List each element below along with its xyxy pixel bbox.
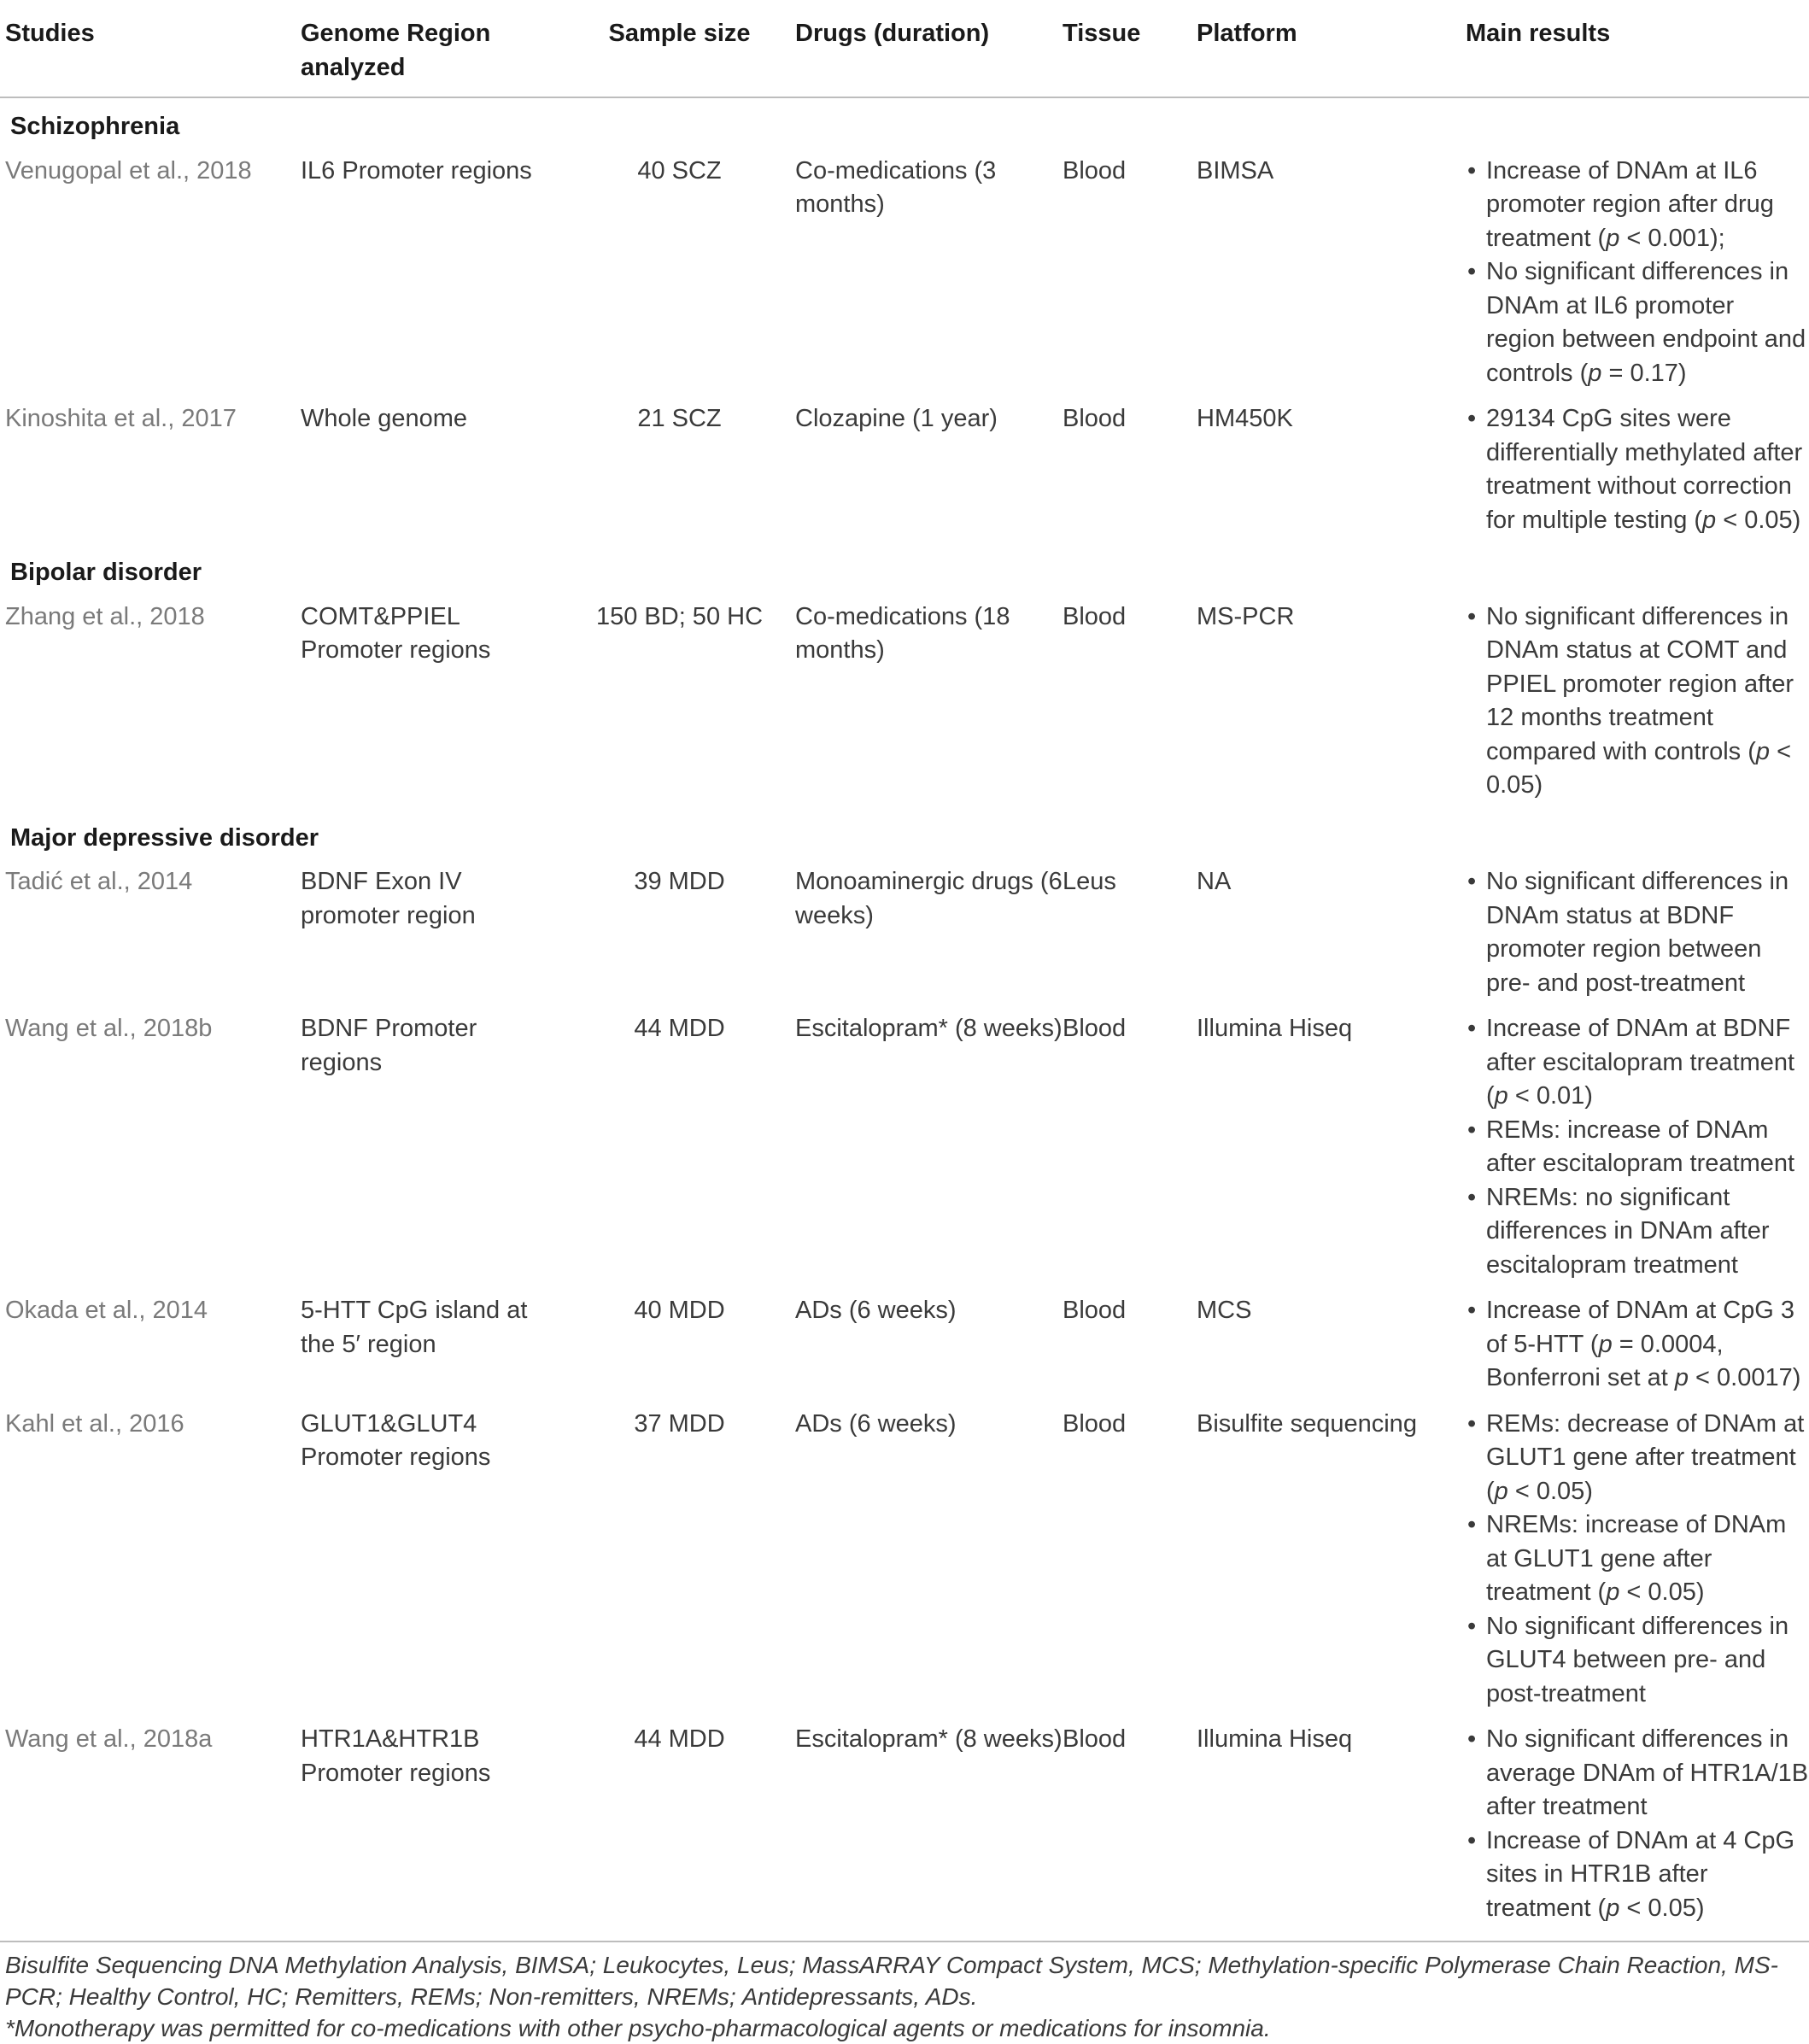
- header-results: Main results: [1466, 0, 1809, 97]
- table-body: [0, 97, 1809, 1932]
- results-list: [1466, 600, 1809, 803]
- cell-platform: Illumina Hiseq: [1197, 1725, 1353, 1753]
- table-row: [0, 1289, 1809, 1403]
- cell-study: Okada et al., 2014: [5, 1297, 208, 1324]
- cell-study: Kahl et al., 2016: [5, 1409, 184, 1438]
- cell-drugs: ADs (6 weeks): [795, 1297, 957, 1324]
- cell-results: [1466, 397, 1809, 544]
- result-item: • No significant differences in DNAm at IL6 promoter region between endpoint and controls (p = 0.17): [1486, 255, 1809, 390]
- cell-sample: 21 SCZ: [637, 405, 722, 432]
- cell-sample: 40 MDD: [634, 1297, 725, 1324]
- result-item: • Increase of DNAm at BDNF after escitalopram treatment (p < 0.01): [1486, 1012, 1809, 1114]
- cell-platform: BIMSA: [1197, 156, 1274, 184]
- cell-sample: 44 MDD: [634, 1015, 725, 1042]
- result-item: • 29134 CpG sites were differentially methylated after treatment without correction for multiple testing (p < 0.05): [1486, 402, 1809, 537]
- cell-results: [1466, 595, 1809, 810]
- cell-drugs: Clozapine (1 year): [795, 405, 998, 432]
- section-title: Schizophrenia: [10, 113, 180, 140]
- cell-results: [1466, 1403, 1809, 1719]
- cell-region: HTR1A&HTR1B Promoter regions: [301, 1725, 491, 1787]
- results-list: [1466, 1294, 1809, 1396]
- cell-tissue: Blood: [1063, 1015, 1127, 1042]
- results-list: [1466, 865, 1809, 1000]
- section-row: [0, 97, 1809, 149]
- result-item: • Increase of DNAm at CpG 3 of 5-HTT (p = 0.0004, Bonferroni set at p < 0.0017): [1486, 1294, 1809, 1396]
- cell-sample: 39 MDD: [634, 868, 725, 895]
- cell-study: Venugopal et al., 2018: [5, 156, 252, 184]
- section-title: Bipolar disorder: [10, 559, 202, 586]
- cell-sample: 40 SCZ: [637, 156, 722, 184]
- cell-drugs: Escitalopram* (8 weeks): [795, 1015, 1063, 1042]
- cell-tissue: Blood: [1063, 1297, 1127, 1324]
- table-row: [0, 149, 1809, 398]
- header-region: Genome Region analyzed: [301, 0, 564, 97]
- result-item: • Increase of DNAm at IL6 promoter region after drug treatment (p < 0.001);: [1486, 155, 1809, 256]
- cell-results: [1466, 860, 1809, 1007]
- cell-study: Zhang et al., 2018: [5, 602, 205, 630]
- cell-platform: NA: [1197, 868, 1232, 895]
- cell-results: [1466, 1289, 1809, 1403]
- cell-platform: Bisulfite sequencing: [1197, 1409, 1417, 1438]
- results-list: [1466, 1408, 1809, 1712]
- header-sample: Sample size: [564, 0, 795, 97]
- cell-platform: MS-PCR: [1197, 602, 1295, 630]
- cell-sample: 150 BD; 50 HC: [595, 602, 764, 630]
- cell-region: BDNF Exon IV promoter region: [301, 868, 476, 929]
- cell-drugs: Escitalopram* (8 weeks): [795, 1725, 1063, 1753]
- result-item: • No significant differences in average DNAm of HTR1A/1B after treatment: [1486, 1723, 1809, 1824]
- cell-study: Kinoshita et al., 2017: [5, 405, 237, 432]
- table-header: [0, 0, 1809, 97]
- header-tissue: Tissue: [1063, 0, 1197, 97]
- cell-region: IL6 Promoter regions: [301, 156, 532, 184]
- cell-drugs: ADs (6 weeks): [795, 1409, 957, 1438]
- result-item: • NREMs: no significant differences in DNAm after escitalopram treatment: [1486, 1181, 1809, 1283]
- cell-region: COMT&PPIEL Promoter regions: [301, 602, 491, 664]
- cell-platform: HM450K: [1197, 405, 1293, 432]
- cell-drugs: Co-medications (3 months): [795, 156, 997, 218]
- cell-sample: 37 MDD: [634, 1409, 725, 1438]
- result-item: • No significant differences in DNAm status at COMT and PPIEL promoter region after 12 months treatment compared with controls (p < 0.05): [1486, 600, 1809, 803]
- table-row: [0, 1718, 1809, 1932]
- section-row: [0, 544, 1809, 595]
- table-footnotes: [0, 1941, 1809, 2044]
- cell-study: Wang et al., 2018b: [5, 1015, 213, 1042]
- header-platform: Platform: [1197, 0, 1466, 97]
- cell-platform: Illumina Hiseq: [1197, 1015, 1353, 1042]
- cell-region: Whole genome: [301, 405, 468, 432]
- cell-tissue: Blood: [1063, 405, 1127, 432]
- cell-region: 5-HTT CpG island at the 5′ region: [301, 1297, 528, 1358]
- footnote-monotherapy: *Monotherapy was permitted for co-medications with other psycho-pharmacological agents or medications for insomnia.: [5, 2015, 1271, 2041]
- cell-region: GLUT1&GLUT4 Promoter regions: [301, 1409, 491, 1471]
- cell-tissue: Blood: [1063, 602, 1127, 630]
- table-row: [0, 1007, 1809, 1289]
- cell-results: [1466, 149, 1809, 398]
- cell-drugs: Co-medications (18 months): [795, 602, 1010, 664]
- cell-results: [1466, 1007, 1809, 1289]
- result-item: • Increase of DNAm at 4 CpG sites in HTR1B after treatment (p < 0.05): [1486, 1824, 1809, 1926]
- result-item: • No significant differences in DNAm status at BDNF promoter region between pre- and post-treatment: [1486, 865, 1809, 1000]
- cell-tissue: Blood: [1063, 156, 1127, 184]
- results-list: [1466, 1723, 1809, 1925]
- result-item: • REMs: increase of DNAm after escitalopram treatment: [1486, 1114, 1809, 1181]
- header-drugs: Drugs (duration): [795, 0, 1063, 97]
- results-list: [1466, 402, 1809, 537]
- cell-study: Wang et al., 2018a: [5, 1725, 213, 1753]
- cell-tissue: Blood: [1063, 1725, 1127, 1753]
- results-list: [1466, 1012, 1809, 1282]
- results-list: [1466, 155, 1809, 391]
- section-title: Major depressive disorder: [10, 823, 319, 852]
- cell-tissue: Blood: [1063, 1409, 1127, 1438]
- table-row: [0, 1403, 1809, 1719]
- cell-results: [1466, 1718, 1809, 1932]
- result-item: • No significant differences in GLUT4 between pre- and post-treatment: [1486, 1610, 1809, 1712]
- cell-platform: MCS: [1197, 1297, 1252, 1324]
- cell-drugs: Monoaminergic drugs (6 weeks): [795, 868, 1063, 929]
- cell-sample: 44 MDD: [634, 1725, 725, 1753]
- table-row: [0, 595, 1809, 810]
- footnote-abbreviations: Bisulfite Sequencing DNA Methylation Analysis, BIMSA; Leukocytes, Leus; MassARRAY Compact System, MCS; Methylation-specific Polymerase Chain Reaction, MS-PCR; Healthy Control, HC; Remitters, REMs; Non-remitters, NREMs; Antidepressants, ADs.: [5, 1952, 1778, 2010]
- cell-study: Tadić et al., 2014: [5, 868, 193, 895]
- section-row: [0, 810, 1809, 861]
- result-item: • NREMs: increase of DNAm at GLUT1 gene after treatment (p < 0.05): [1486, 1508, 1809, 1610]
- cell-region: BDNF Promoter regions: [301, 1015, 477, 1076]
- table-row: [0, 397, 1809, 544]
- header-studies: Studies: [0, 0, 301, 97]
- table-row: [0, 860, 1809, 1007]
- cell-tissue: Leus: [1063, 868, 1116, 895]
- result-item: • REMs: decrease of DNAm at GLUT1 gene after treatment (p < 0.05): [1486, 1408, 1809, 1509]
